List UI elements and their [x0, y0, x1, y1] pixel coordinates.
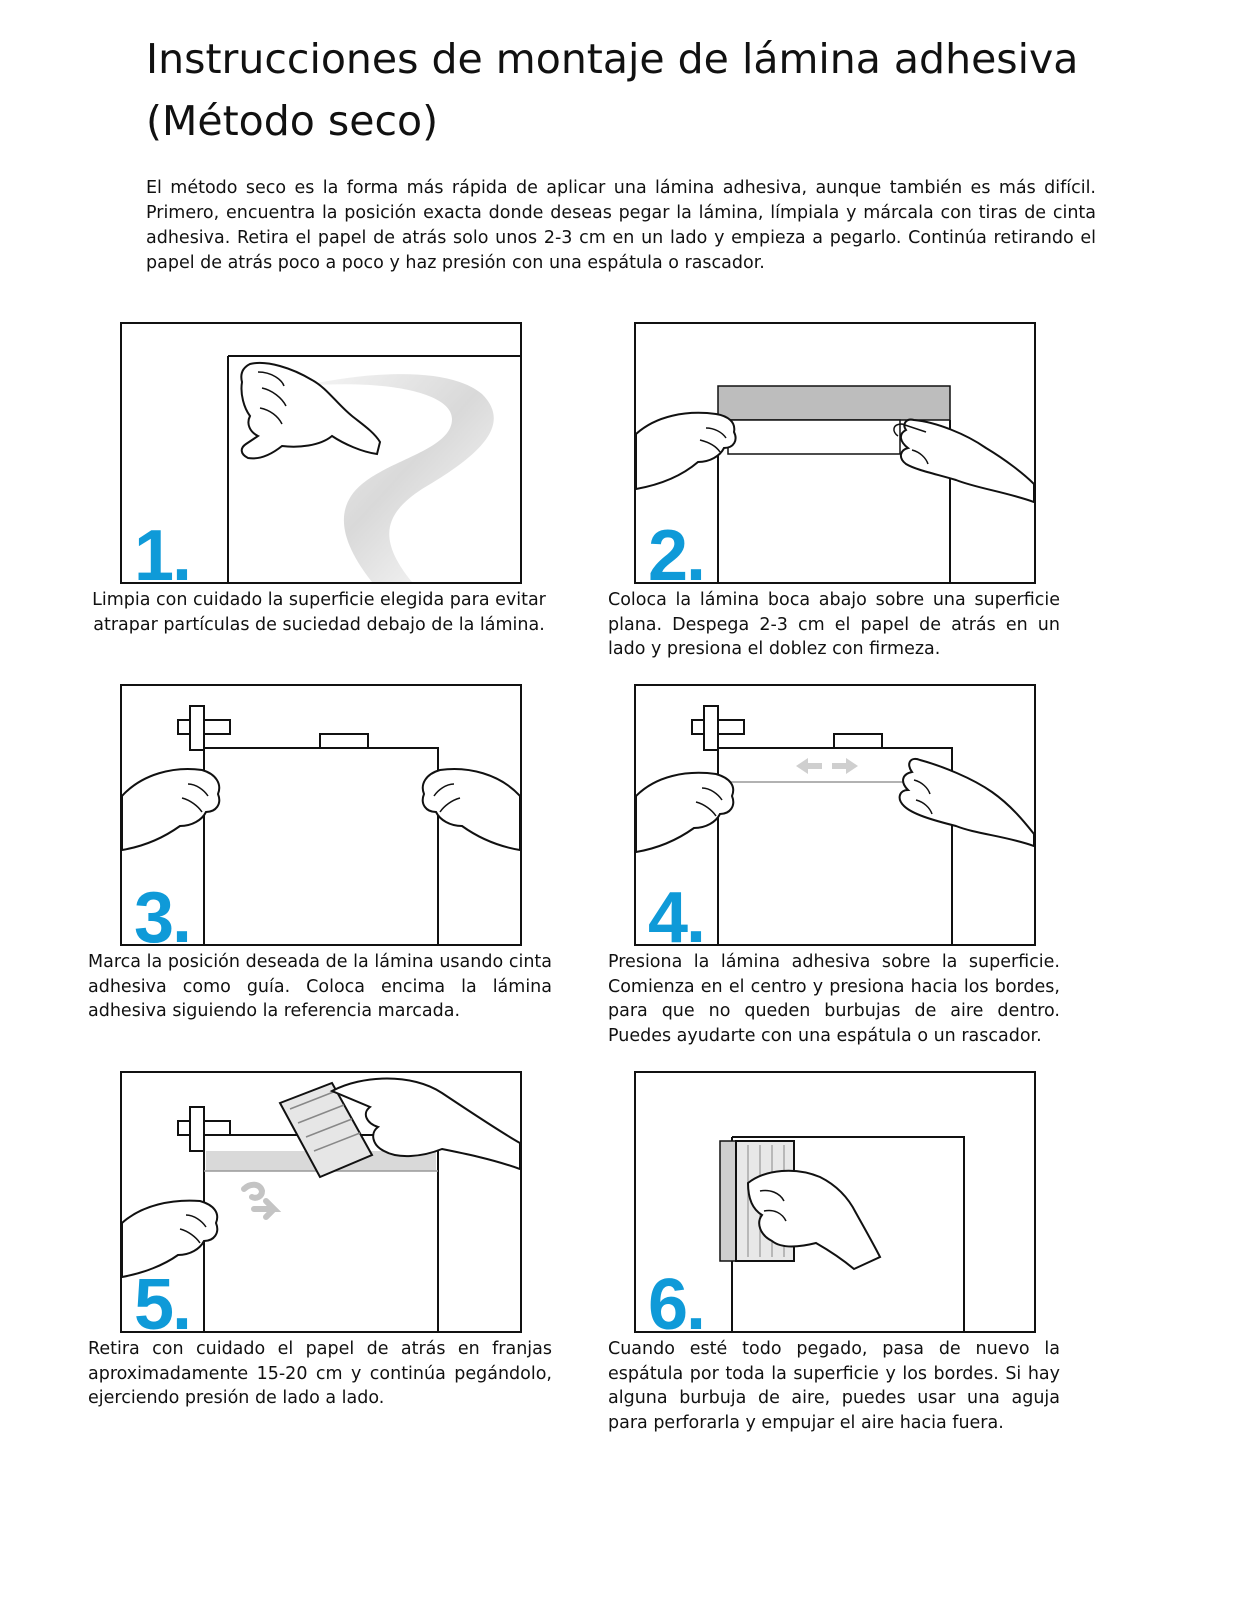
- step-number: 1.: [134, 516, 191, 584]
- step-number: 6.: [648, 1265, 705, 1333]
- step-2-caption: Coloca la lámina boca abajo sobre una superficie plana. Despega 2-3 cm el papel de atrás en un lado y presiona el doblez con firmeza.: [608, 590, 1060, 659]
- step-3-panel: [120, 684, 522, 946]
- step-number: 4.: [648, 878, 705, 946]
- page-title: Instrucciones de montaje de lámina adhesiva (Método seco): [146, 35, 1079, 145]
- step-number: 2.: [648, 516, 705, 584]
- step-5-caption: Retira con cuidado el papel de atrás en franjas aproximadamente 15-20 cm y continúa pegándolo, ejerciendo presión de lado a lado.: [88, 1339, 552, 1408]
- step-number: 3.: [134, 878, 191, 946]
- step-1-caption: Limpia con cuidado la superficie elegida para evitar atrapar partículas de suciedad debajo de la lámina.: [92, 590, 546, 635]
- step-6-caption: Cuando esté todo pegado, pasa de nuevo la espátula por toda la superficie y los bordes. Si hay alguna burbuja de aire, puedes usar una aguja para perforarla y empujar el aire hacia fuera.: [608, 1339, 1060, 1433]
- step-2-panel: [634, 322, 1036, 584]
- step-1-panel: [120, 322, 522, 584]
- step-number: 5.: [134, 1265, 191, 1333]
- step-4-caption: Presiona la lámina adhesiva sobre la superficie. Comienza en el centro y presiona hacia los bordes, para que no queden burbujas de aire dentro. Puedes ayudarte con una espátula o un rascador.: [608, 952, 1060, 1046]
- step-3-caption: Marca la posición deseada de la lámina usando cinta adhesiva como guía. Coloca encima la lámina adhesiva siguiendo la referencia marcada.: [88, 952, 552, 1021]
- step-4-panel: [634, 684, 1036, 946]
- intro-paragraph: El método seco es la forma más rápida de aplicar una lámina adhesiva, aunque también es más difícil. Primero, encuentra la posición exacta donde deseas pegar la lámina, límpiala y márcala con tiras de cinta adhesiva. Retira el papel de atrás solo unos 2-3 cm en un lado y empieza a pegarlo. Continúa retirando el papel de atrás poco a poco y haz presión con una espátula o rascador.: [146, 178, 1096, 273]
- step-5-panel: [120, 1071, 522, 1333]
- step-6-panel: [634, 1071, 1036, 1333]
